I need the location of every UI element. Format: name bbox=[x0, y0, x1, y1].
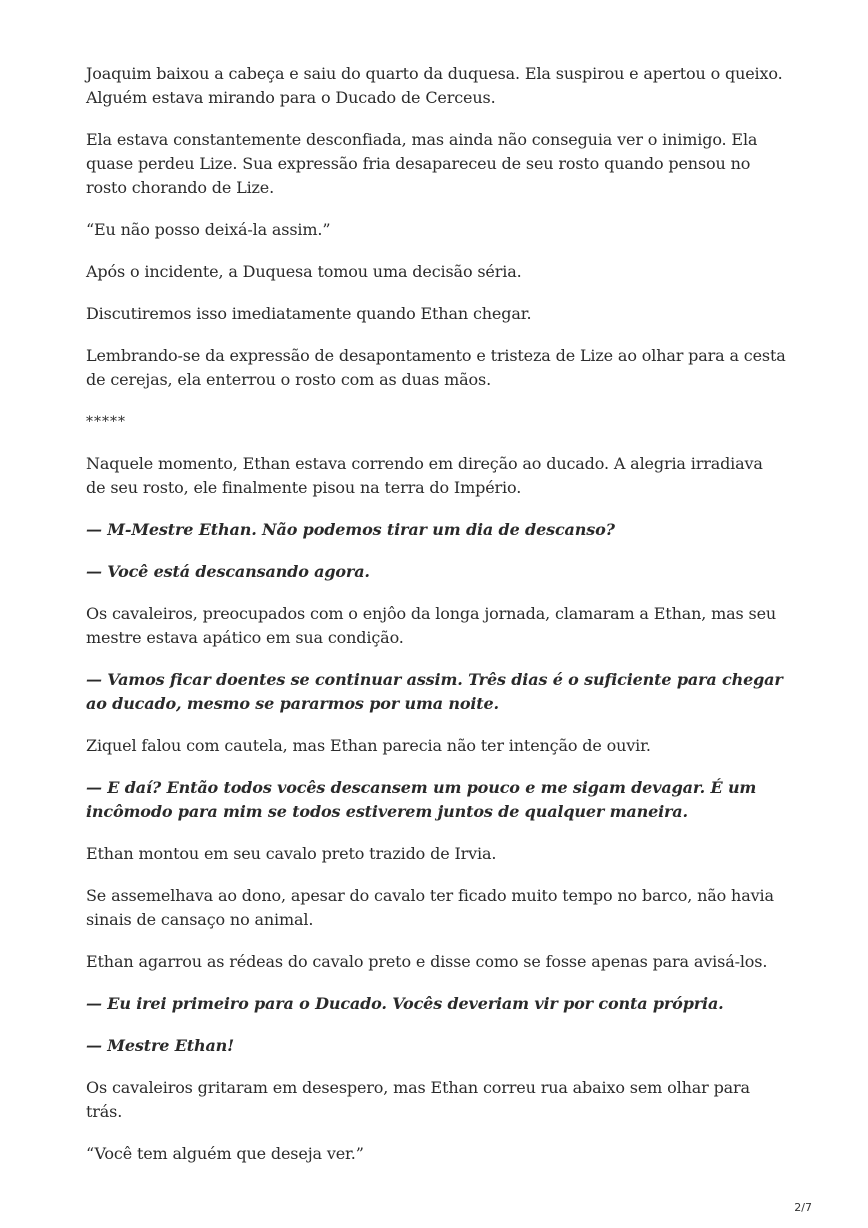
paragraph: Naquele momento, Ethan estava correndo em direção ao ducado. A alegria irradiava de seu rosto, ele finalmente pisou na terra do Império. bbox=[86, 454, 763, 497]
paragraph: Os cavaleiros gritaram em desespero, mas Ethan correu rua abaixo sem olhar para trás. bbox=[86, 1078, 750, 1121]
dialogue-line: — Mestre Ethan! bbox=[86, 1036, 235, 1055]
paragraph: Se assemelhava ao dono, apesar do cavalo ter ficado muito tempo no barco, não havia sinais de cansaço no animal. bbox=[86, 886, 774, 929]
paragraph: Os cavaleiros, preocupados com o enjôo da longa jornada, clamaram a Ethan, mas seu mestre estava apático em sua condição. bbox=[86, 604, 777, 647]
dialogue-line: — Eu irei primeiro para o Ducado. Vocês deveriam vir por conta própria. bbox=[86, 994, 724, 1013]
dialogue-line: — Você está descansando agora. bbox=[86, 562, 370, 581]
dialogue-line: — Vamos ficar doentes se continuar assim. Três dias é o suficiente para chegar ao ducado, mesmo se pararmos por uma noite. bbox=[86, 670, 783, 713]
paragraph: “Você tem alguém que deseja ver.” bbox=[86, 1144, 364, 1163]
paragraph: “Eu não posso deixá-la assim.” bbox=[86, 220, 331, 239]
paragraph: Ela estava constantemente desconfiada, mas ainda não conseguia ver o inimigo. Ela quase perdeu Lize. Sua expressão fria desapareceu de seu rosto quando pensou no rosto chorando de Lize. bbox=[86, 130, 758, 197]
paragraph: Após o incidente, a Duquesa tomou uma decisão séria. bbox=[86, 262, 522, 281]
paragraph: Lembrando-se da expressão de desapontamento e tristeza de Lize ao olhar para a cesta de cerejas, ela enterrou o rosto com as duas mãos. bbox=[86, 346, 786, 389]
page-number: 2/7 bbox=[794, 1201, 812, 1214]
paragraph: Joaquim baixou a cabeça e saiu do quarto da duquesa. Ela suspirou e apertou o queixo. Alguém estava mirando para o Ducado de Cerceus. bbox=[86, 64, 783, 107]
paragraph: Ziquel falou com cautela, mas Ethan parecia não ter intenção de ouvir. bbox=[86, 736, 651, 755]
paragraph: Discutiremos isso imediatamente quando Ethan chegar. bbox=[86, 304, 532, 323]
paragraph: Ethan agarrou as rédeas do cavalo preto e disse como se fosse apenas para avisá-los. bbox=[86, 952, 768, 971]
scene-break: ***** bbox=[86, 414, 126, 430]
dialogue-line: — E daí? Então todos vocês descansem um pouco e me sigam devagar. É um incômodo para mim se todos estiverem juntos de qualquer maneira. bbox=[86, 778, 757, 821]
dialogue-line: — M-Mestre Ethan. Não podemos tirar um dia de descanso? bbox=[86, 520, 615, 539]
document-body bbox=[86, 62, 786, 1184]
paragraph: Ethan montou em seu cavalo preto trazido de Irvia. bbox=[86, 844, 497, 863]
